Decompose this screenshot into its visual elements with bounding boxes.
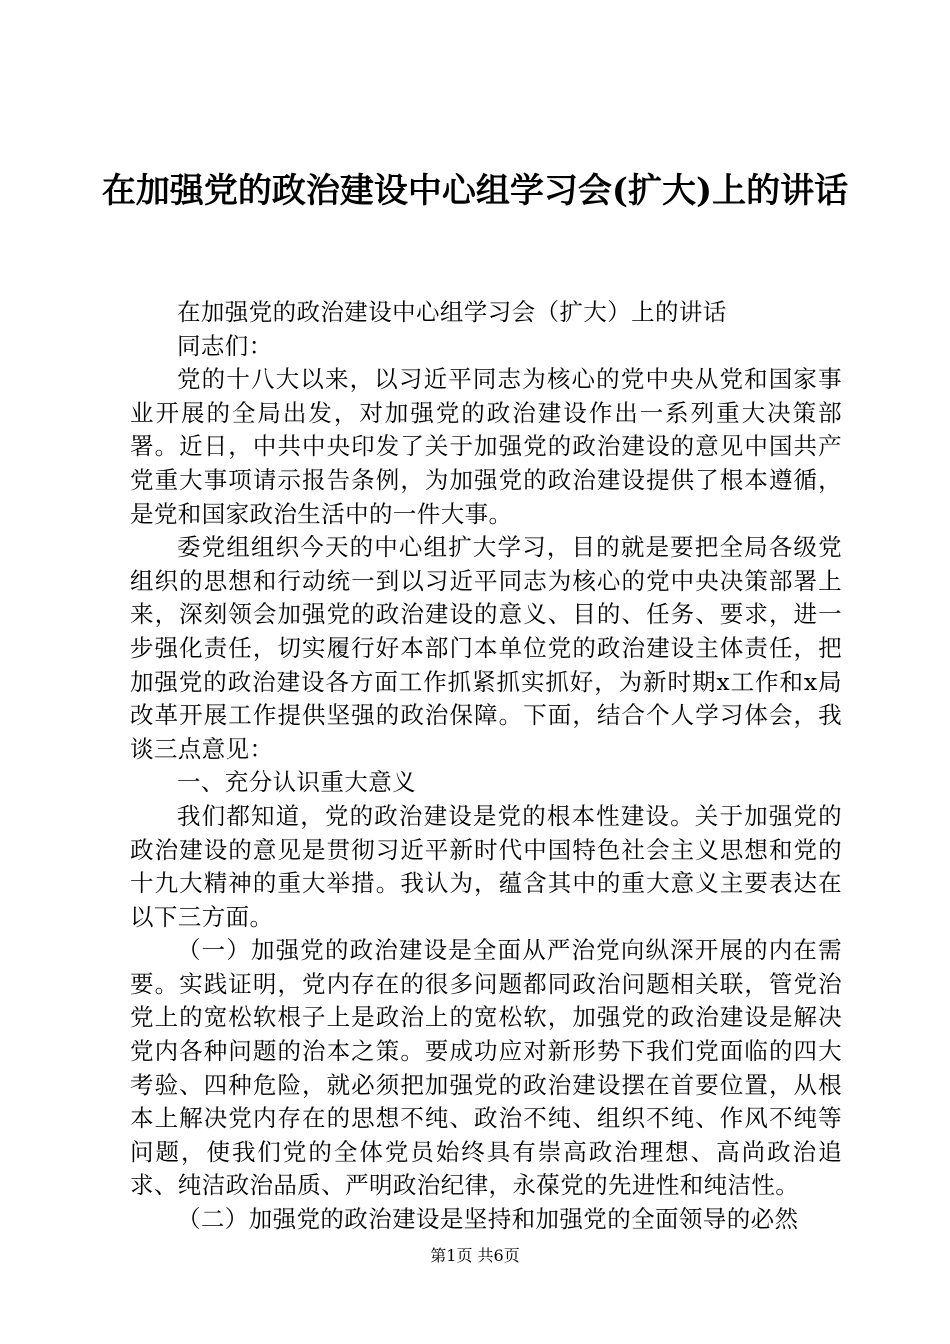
body-paragraph: （二）加强党的政治建设是坚持和加强党的全面领导的必然: [177, 1205, 799, 1234]
document-body: [130, 296, 842, 1237]
subtitle-paragraph: 在加强党的政治建设中心组学习会（扩大）上的讲话: [177, 298, 727, 326]
document-title: 在加强党的政治建设中心组学习会(扩大)上的讲话: [101, 171, 849, 211]
body-paragraph: （一）加强党的政治建设是全面从严治党向纵深开展的内在需要。实践证明，党内存在的很多问题都同政治问题相关联，管党治党上的宽松软根子上是政治上的宽松软，加强党的政治建设是解决党内各种问题的治本之策。要成功应对新形势下我们党面临的四大考验、四种危险，就必须把加强党的政治建设摆在首要位置，从根本上解决党内存在的思想不纯、政治不纯、组织不纯、作风不纯等问题，使我们党的全体党员始终具有崇高政治理想、高尚政治追求、纯洁政治品质、严明政治纪律，永葆党的先进性和纯洁性。: [130, 936, 842, 1200]
page-footer: 第1页 共6页: [430, 1246, 520, 1265]
body-paragraph: 我们都知道，党的政治建设是党的根本性建设。关于加强党的政治建设的意见是贯彻习近平新时代中国特色社会主义思想和党的十九大精神的重大举措。我认为，蕴含其中的重大意义主要表达在以下三方面。: [130, 801, 842, 931]
body-paragraph: 委党组组织今天的中心组扩大学习，目的就是要把全局各级党组织的思想和行动统一到以习近平同志为核心的党中央决策部署上来，深刻领会加强党的政治建设的意义、目的、任务、要求，进一步强化责任，切实履行好本部门本单位党的政治建设主体责任，把加强党的政治建设各方面工作抓紧抓实抓好，为新时期x工作和x局改革开展工作提供坚强的政治保障。下面，结合个人学习体会，我谈三点意见：: [130, 533, 842, 763]
body-paragraph: 党的十八大以来，以习近平同志为核心的党中央从党和国家事业开展的全局出发，对加强党的政治建设作出一系列重大决策部署。近日，中共中央印发了关于加强党的政治建设的意见中国共产党重大事项请示报告条例，为加强党的政治建设提供了根本遵循，是党和国家政治生活中的一件大事。: [130, 365, 842, 528]
section-heading: 一、充分认识重大意义: [177, 768, 416, 797]
salutation-paragraph: 同志们：: [177, 331, 273, 360]
